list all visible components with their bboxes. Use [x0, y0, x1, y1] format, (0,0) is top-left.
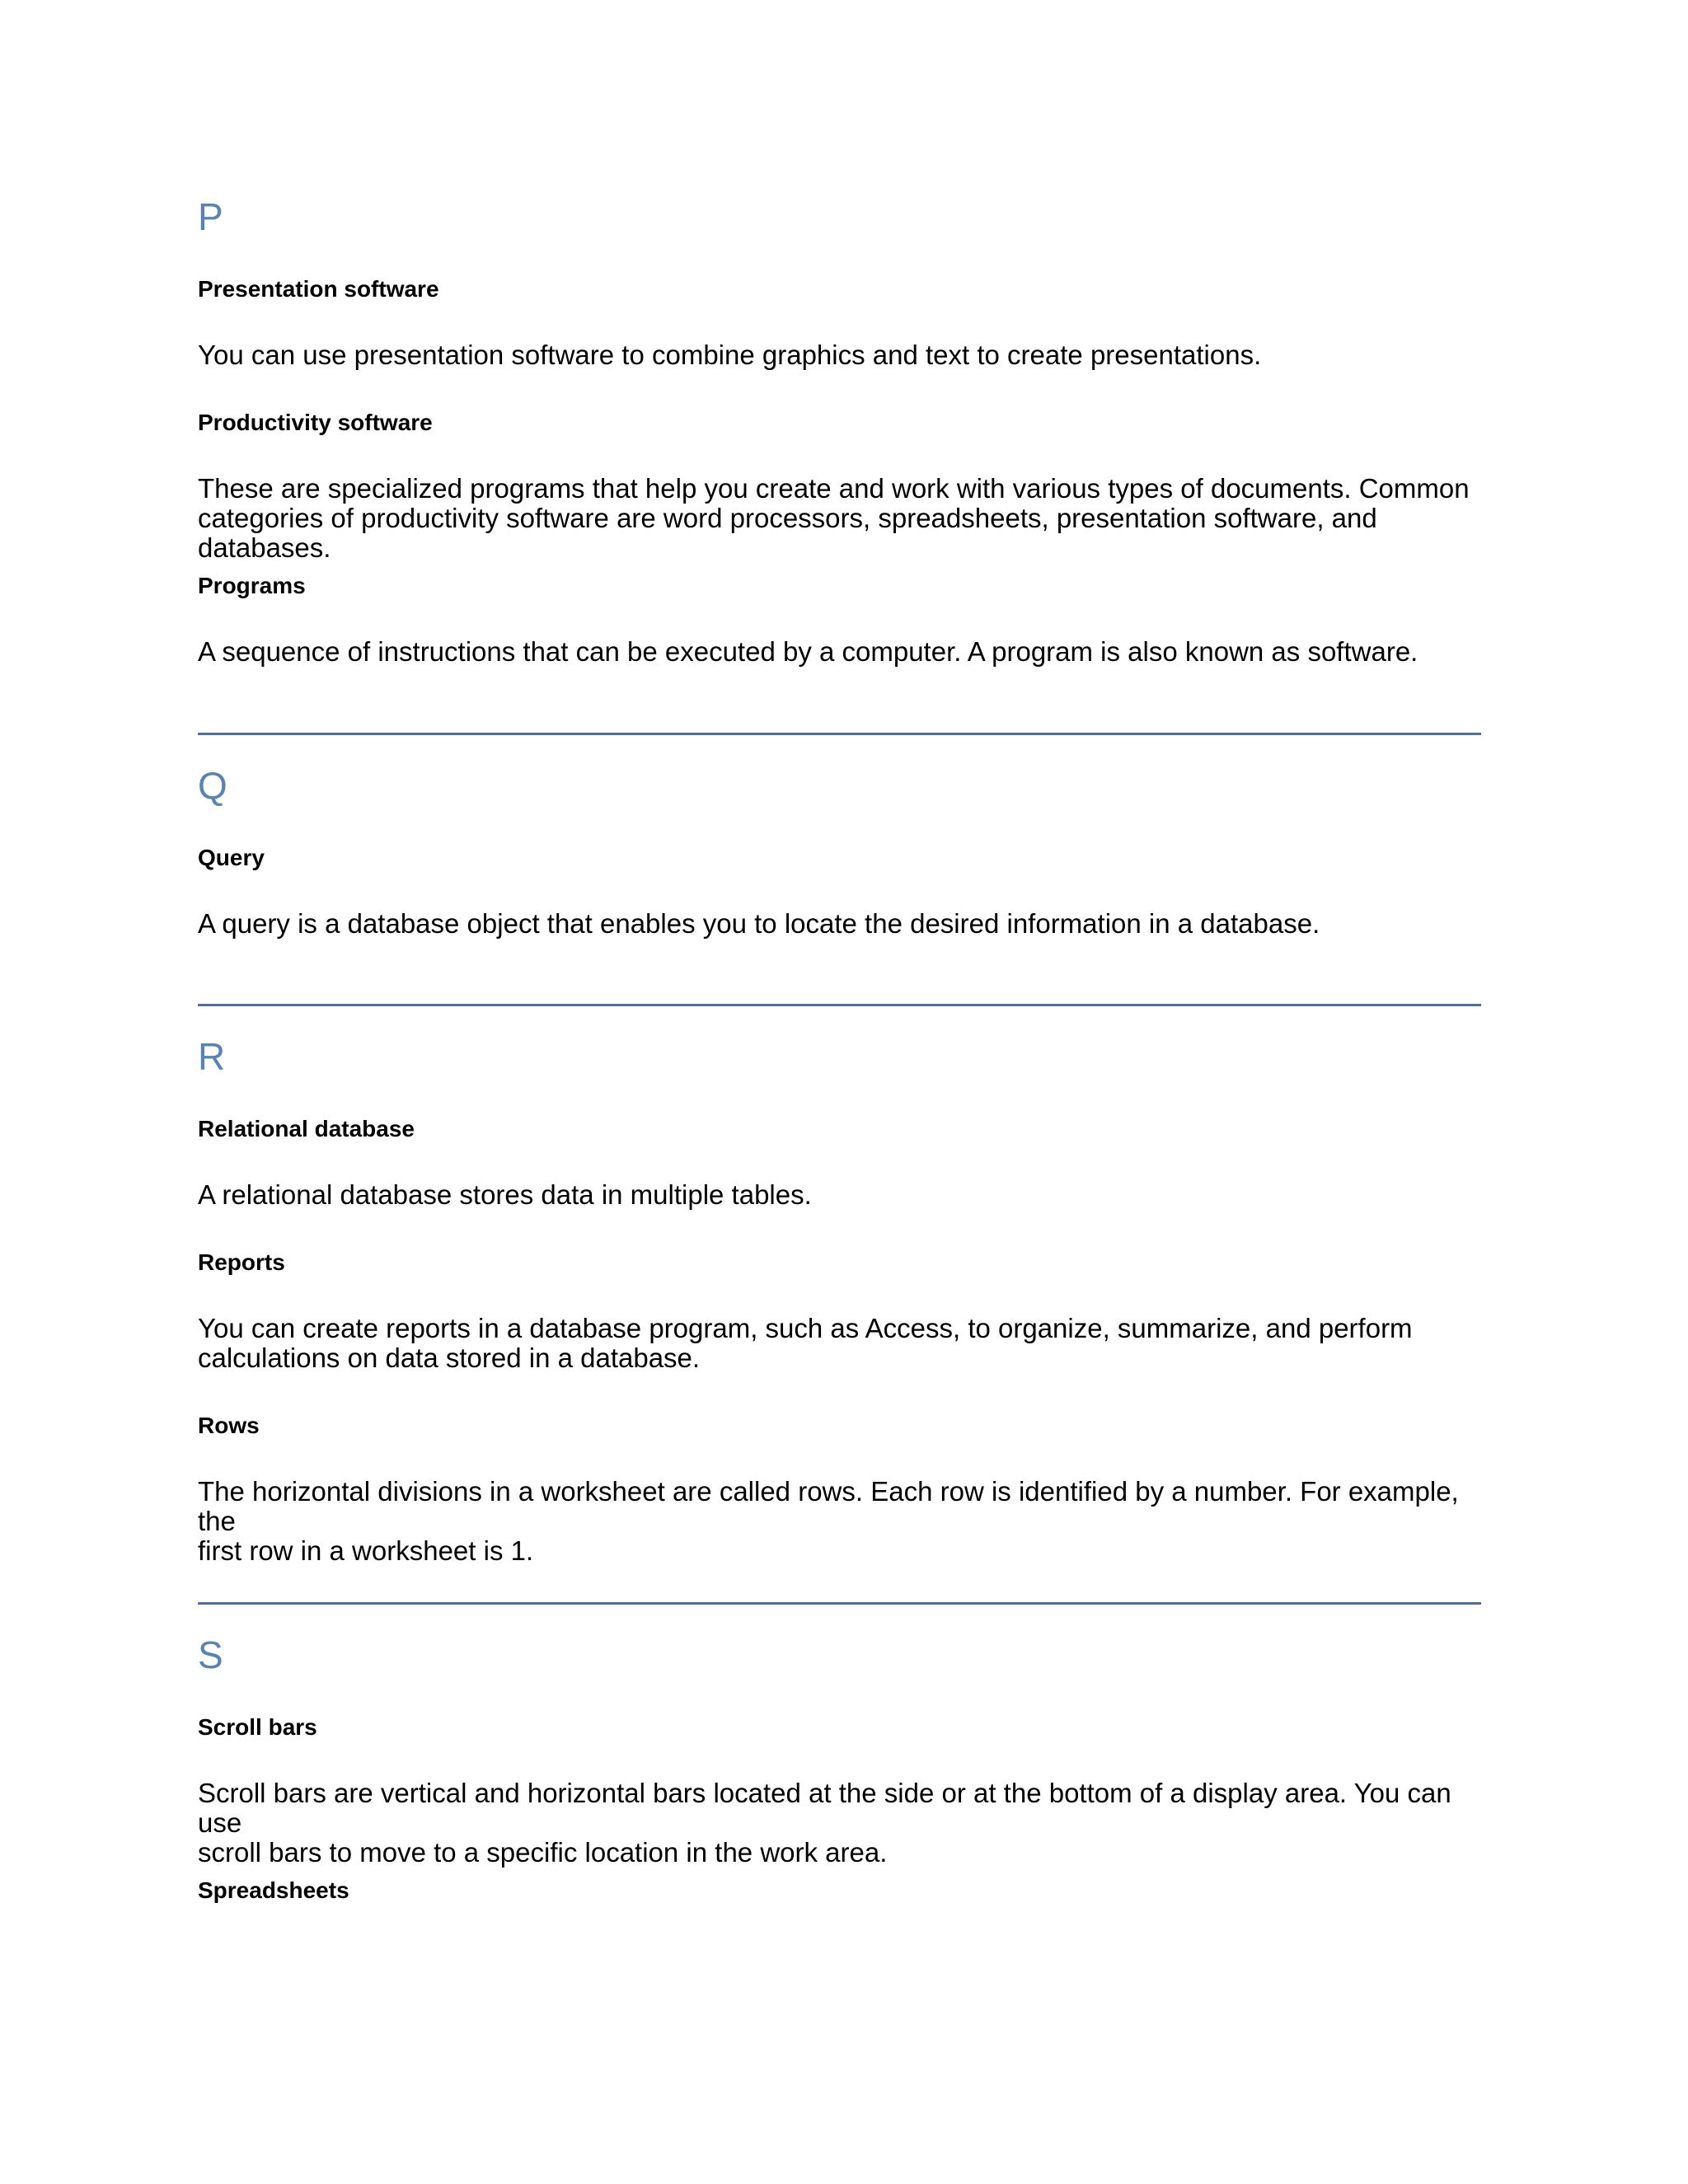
definition-rows [198, 1477, 1500, 1566]
definition-programs [198, 637, 1500, 667]
definition-query [198, 909, 1500, 939]
term-productivity-software: Productivity software [198, 410, 433, 435]
term-relational-database: Relational database [198, 1116, 415, 1141]
term-scroll-bars: Scroll bars [198, 1714, 317, 1740]
definition-presentation-software [198, 340, 1500, 370]
definition-line: A relational database stores data in multiple tables. [198, 1179, 812, 1210]
definition-line: These are specialized programs that help you create and work with various types of documents. Common [198, 473, 1470, 504]
definition-line: Scroll bars are vertical and horizontal bars located at the side or at the bottom of a display area. You can use [198, 1778, 1451, 1838]
term-programs: Programs [198, 573, 306, 598]
section-letter-r: R [198, 1035, 226, 1078]
definition-line: first row in a worksheet is 1. [198, 1535, 534, 1566]
definition-line: scroll bars to move to a specific location in the work area. [198, 1837, 888, 1868]
section-divider [198, 1602, 1481, 1605]
definition-scroll-bars [198, 1779, 1500, 1868]
definition-line: categories of productivity software are word processors, spreadsheets, presentation software, and databases. [198, 503, 1377, 563]
section-letter-s: S [198, 1633, 223, 1676]
section-letter-q: Q [198, 764, 227, 807]
term-presentation-software: Presentation software [198, 276, 439, 302]
section-divider [198, 733, 1481, 735]
definition-productivity-software [198, 474, 1500, 563]
definition-line: calculations on data stored in a database. [198, 1343, 701, 1373]
section-divider [198, 1004, 1481, 1006]
section-letter-p: P [198, 195, 223, 238]
definition-line: You can create reports in a database program, such as Access, to organize, summarize, and perform [198, 1313, 1413, 1343]
definition-line: The horizontal divisions in a worksheet are called rows. Each row is identified by a number. For example, the [198, 1476, 1459, 1536]
term-spreadsheets: Spreadsheets [198, 1877, 349, 1903]
definition-reports [198, 1314, 1500, 1373]
term-query: Query [198, 845, 265, 870]
term-reports: Reports [198, 1249, 285, 1275]
definition-line: A sequence of instructions that can be executed by a computer. A program is also known as software. [198, 636, 1418, 667]
definition-line: A query is a database object that enables you to locate the desired information in a database. [198, 908, 1320, 939]
definition-line: You can use presentation software to combine graphics and text to create presentations. [198, 340, 1262, 370]
definition-relational-database [198, 1180, 1500, 1210]
term-rows: Rows [198, 1413, 260, 1438]
